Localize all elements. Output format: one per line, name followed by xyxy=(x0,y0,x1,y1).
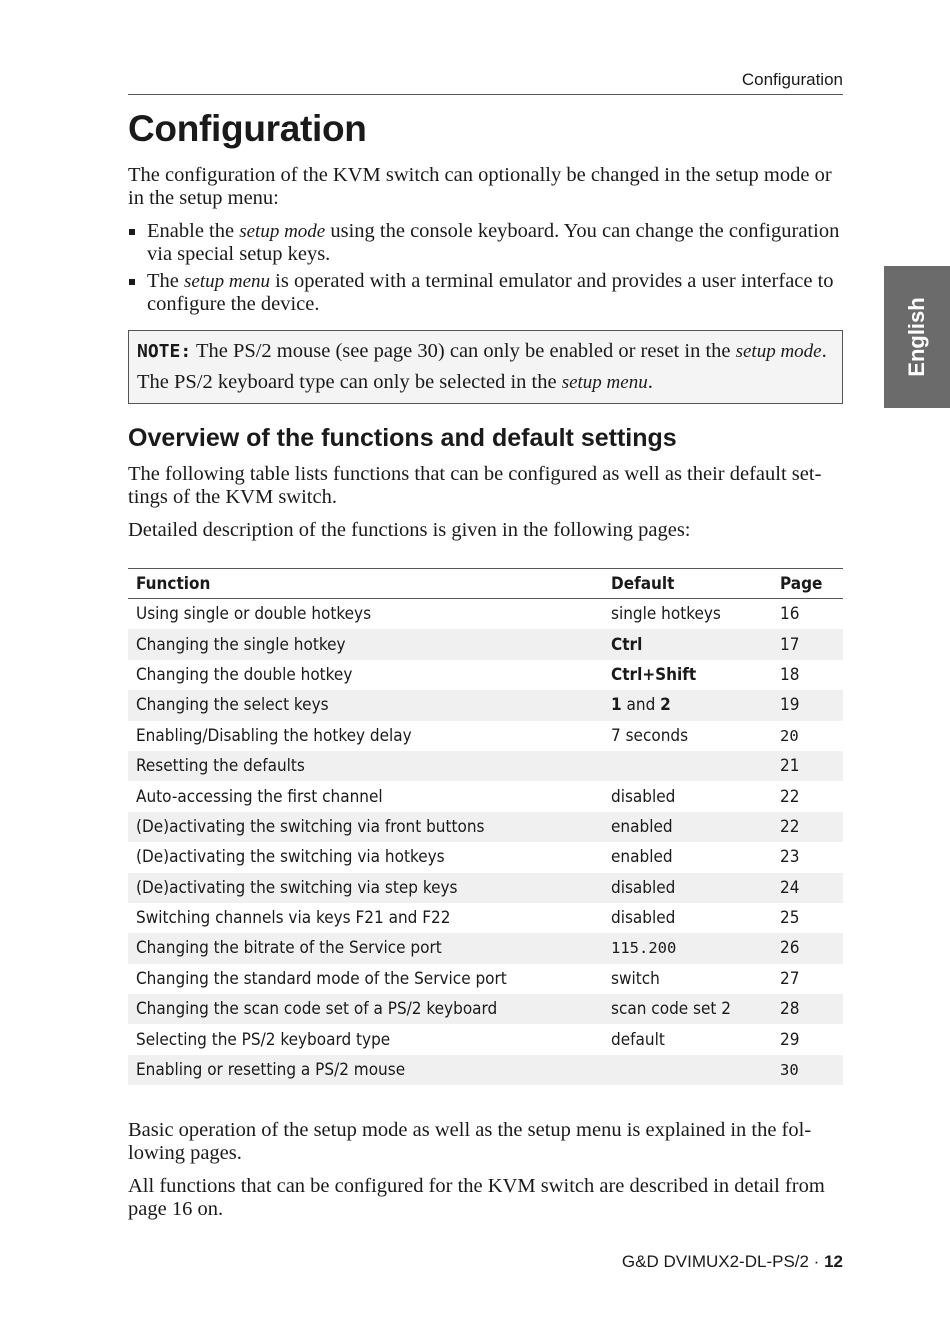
closing-paragraph: All functions that can be configured for the KVM switch are described in detail from page 16 on. xyxy=(128,1175,825,1221)
cell-default: 115.200 xyxy=(603,933,772,963)
cell-function: Changing the bitrate of the Service port xyxy=(128,933,603,963)
list-item: The setup menu is operated with a terminal emulator and provides a user interface to configure the device. xyxy=(128,270,843,316)
table-row xyxy=(128,721,843,751)
cell-default xyxy=(603,1055,772,1085)
cell-default: Ctrl+Shift xyxy=(611,664,697,685)
table-row xyxy=(128,933,843,963)
table-row xyxy=(128,873,843,903)
table-row xyxy=(128,903,843,933)
section-paragraph: Detailed description of the functions is given in the following pages: xyxy=(128,519,691,541)
cell-page: 17 xyxy=(772,629,843,659)
cell-function: (De)activating the switching via front buttons xyxy=(128,812,603,842)
table-row xyxy=(128,1024,843,1054)
header-default: Default xyxy=(603,569,772,599)
cell-page: 20 xyxy=(780,726,799,745)
page-number: 12 xyxy=(824,1252,843,1271)
cell-page: 30 xyxy=(772,1055,843,1085)
cell-page: 23 xyxy=(780,847,800,868)
table-row xyxy=(128,599,843,630)
cell-default: Ctrl xyxy=(603,629,772,659)
note-line: NOTE: The PS/2 mouse (see page 30) can only be enabled or reset in the setup mode. xyxy=(137,340,827,362)
intro-paragraph: The configuration of the KVM switch can optionally be changed in the setup mode or in the setup menu: xyxy=(128,164,832,209)
table-row xyxy=(128,629,843,659)
cell-function: Changing the select keys xyxy=(128,690,603,720)
running-header: Configuration xyxy=(128,70,843,95)
cell-page: 22 xyxy=(780,786,800,807)
cell-function: (De)activating the switching via hotkeys xyxy=(136,847,445,868)
cell-default: disabled xyxy=(611,908,676,929)
cell-page: 24 xyxy=(772,873,843,903)
table-row xyxy=(128,842,843,872)
cell-default: 1 and 2 xyxy=(603,690,772,720)
table-row xyxy=(128,1055,843,1085)
table-row xyxy=(128,781,843,811)
cell-function: Auto-accessing the first channel xyxy=(136,786,383,807)
cell-function: Enabling/Disabling the hotkey delay xyxy=(136,725,412,746)
note-label: NOTE: xyxy=(137,341,192,362)
closing-paragraph: Basic operation of the setup mode as well as the setup menu is explained in the following pages. xyxy=(128,1119,812,1165)
cell-default: default xyxy=(611,1029,665,1050)
cell-default: disabled xyxy=(603,873,772,903)
table-row xyxy=(128,690,843,720)
page-footer xyxy=(128,1252,843,1272)
cell-function: Changing the double hotkey xyxy=(136,664,353,685)
table-row xyxy=(128,812,843,842)
cell-function: Switching channels via keys F21 and F22 xyxy=(136,908,451,929)
footer-product: G&D DVIMUX2-DL-PS/2 · xyxy=(621,1252,825,1271)
table-row xyxy=(128,964,843,994)
setup-menu-term: setup menu xyxy=(184,271,271,292)
functions-table xyxy=(128,568,843,1085)
cell-page: 28 xyxy=(772,994,843,1024)
cell-default xyxy=(603,751,772,781)
table-row xyxy=(128,660,843,690)
cell-page: 18 xyxy=(780,664,800,685)
cell-function: (De)activating the switching via step keys xyxy=(128,873,603,903)
language-tab xyxy=(884,266,950,408)
cell-page: 16 xyxy=(780,604,800,625)
cell-function: Resetting the defaults xyxy=(128,751,603,781)
cell-default: disabled xyxy=(611,786,676,807)
cell-page: 19 xyxy=(772,690,843,720)
cell-default: enabled xyxy=(603,812,772,842)
cell-default: scan code set 2 xyxy=(603,994,772,1024)
mode-list xyxy=(128,220,843,316)
cell-default: enabled xyxy=(611,847,673,868)
setup-mode-term: setup mode xyxy=(239,221,326,242)
cell-page: 21 xyxy=(772,751,843,781)
section-title: Overview of the functions and default settings xyxy=(128,424,677,452)
section-paragraph: The following table lists functions that can be configured as well as their default settings of the KVM switch. xyxy=(128,463,822,508)
cell-page: 25 xyxy=(780,908,800,929)
cell-page: 29 xyxy=(780,1029,800,1050)
note-line: The PS/2 keyboard type can only be selected in the setup menu. xyxy=(137,371,653,393)
header-function: Function xyxy=(128,569,603,599)
cell-function: Selecting the PS/2 keyboard type xyxy=(136,1029,391,1050)
cell-function: Using single or double hotkeys xyxy=(136,604,372,625)
cell-page: 27 xyxy=(780,968,800,989)
cell-function: Changing the standard mode of the Service port xyxy=(136,968,507,989)
page-title: Configuration xyxy=(128,108,367,149)
cell-page: 22 xyxy=(772,812,843,842)
language-tab-label: English xyxy=(904,297,929,377)
note-box xyxy=(128,330,843,404)
cell-function: Changing the single hotkey xyxy=(128,629,603,659)
cell-default: switch xyxy=(611,968,660,989)
cell-function: Changing the scan code set of a PS/2 keyboard xyxy=(128,994,603,1024)
table-row xyxy=(128,994,843,1024)
page-content xyxy=(128,108,843,1231)
cell-function: Enabling or resetting a PS/2 mouse xyxy=(128,1055,603,1085)
cell-default: 7 seconds xyxy=(611,725,689,746)
table-header-row xyxy=(128,569,843,599)
list-item: Enable the setup mode using the console keyboard. You can change the configuration via special setup keys. xyxy=(128,220,843,266)
table-row xyxy=(128,751,843,781)
cell-page: 26 xyxy=(772,933,843,963)
cell-default: single hotkeys xyxy=(611,604,721,625)
header-page: Page xyxy=(772,569,843,599)
